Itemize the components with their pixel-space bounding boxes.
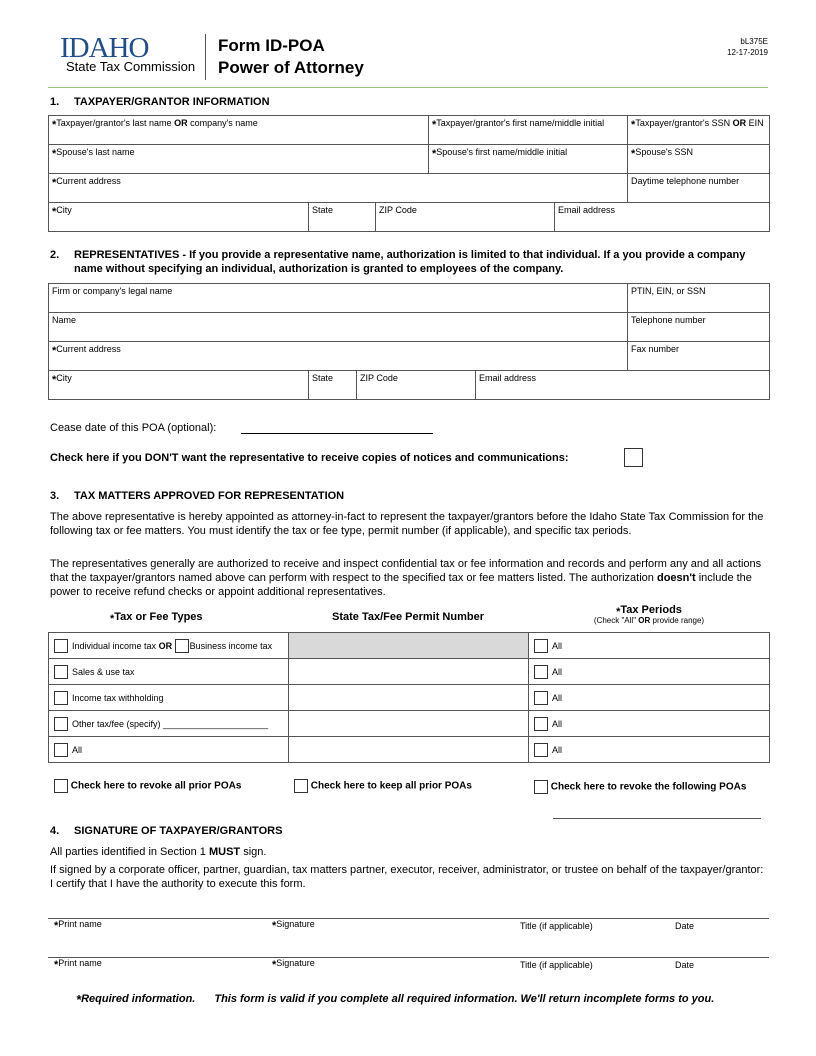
idaho-logo: IDAHO	[60, 32, 149, 64]
required-icon: *	[631, 119, 636, 131]
keep-all-option	[294, 779, 472, 793]
section3-title-text: TAX MATTERS APPROVED FOR REPRESENTATION	[74, 490, 345, 502]
taxpayer-last-name-field[interactable]	[49, 116, 429, 145]
field-label: State	[312, 373, 334, 383]
para1-text: sign.	[240, 846, 267, 858]
taxpayer-email-field[interactable]	[555, 203, 770, 232]
header-divider	[205, 34, 206, 80]
section4-paragraph1	[50, 845, 266, 859]
individual-income-checkbox[interactable]	[54, 639, 68, 653]
field-label-or: OR	[732, 118, 747, 128]
para1-text: All parties identified in Section 1	[50, 846, 209, 858]
tax-type-label: Sales & use tax	[72, 666, 135, 677]
footer-text: This form is valid if you complete all required information. We'll return incomplete forms to you.	[214, 993, 715, 1005]
permit-number-input[interactable]	[289, 659, 529, 685]
period-cell	[529, 633, 770, 659]
section4-title-text: SIGNATURE OF TAXPAYER/GRANTORS	[74, 825, 283, 837]
other-tax-checkbox[interactable]	[54, 717, 68, 731]
period-all-label: All	[552, 718, 563, 729]
para1-bold: MUST	[208, 846, 241, 858]
required-icon: *	[631, 148, 636, 160]
field-label: Email address	[558, 205, 616, 215]
title-label: Title (if applicable)	[520, 921, 593, 931]
tax-type-label: Income tax withholding	[72, 692, 164, 703]
field-label: Fax number	[631, 344, 680, 354]
taxpayer-phone-field[interactable]	[628, 174, 770, 203]
form-code-text: bL375E	[740, 37, 768, 46]
all-tax-checkbox[interactable]	[54, 743, 68, 757]
tax-type-cell	[49, 633, 289, 659]
col-header-types	[110, 611, 203, 623]
section2-title	[50, 248, 768, 276]
field-label: State	[312, 205, 334, 215]
no-copies-label: Check here if you DON'T want the representative to receive copies of notices and communications:	[50, 452, 569, 464]
required-icon: *	[52, 345, 57, 357]
required-icon: *	[52, 119, 57, 131]
rep-phone-field[interactable]	[628, 313, 770, 342]
period-cell	[529, 685, 770, 711]
field-label: company's name	[187, 118, 258, 128]
cease-date-input[interactable]	[241, 433, 433, 434]
form-title	[218, 35, 364, 79]
table-row	[49, 633, 770, 659]
section3-title	[50, 490, 344, 502]
rep-email-field[interactable]	[476, 371, 770, 400]
taxpayer-city-field[interactable]	[49, 203, 309, 232]
tax-matters-table	[48, 632, 770, 763]
required-icon: *	[52, 148, 57, 160]
required-icon: *	[52, 206, 57, 218]
period-all-checkbox[interactable]	[534, 639, 548, 653]
tax-type-cell	[49, 685, 289, 711]
field-label: Email address	[479, 373, 537, 383]
rep-city-field[interactable]	[49, 371, 309, 400]
revoke-following-option	[534, 780, 746, 794]
table-row	[49, 711, 770, 737]
period-all-label: All	[552, 744, 563, 755]
tax-type-cell	[49, 711, 289, 737]
field-label: Name	[52, 315, 77, 325]
para2-text: The representatives generally are authorized to receive and inspect confidential tax or fee information and records and perform any and all actions that the taxpayer/grantors named above can perform with respect to the specified tax or fee matters listed. The authorization	[50, 558, 762, 584]
period-cell	[529, 711, 770, 737]
no-copies-checkbox[interactable]	[624, 448, 643, 467]
footer-note	[76, 993, 714, 1005]
form-date: 12-17-2019	[727, 48, 768, 57]
field-label-or: OR	[174, 118, 188, 128]
cease-date-label: Cease date of this POA (optional):	[50, 422, 217, 434]
signature-label	[272, 958, 315, 969]
periods-sub-or: OR	[638, 616, 651, 625]
tax-type-label: Other tax/fee (specify) _____________________	[72, 718, 269, 729]
signature-line-1[interactable]	[48, 918, 769, 919]
required-icon: *	[110, 613, 115, 625]
permit-number-input[interactable]	[289, 685, 529, 711]
revoke-all-checkbox[interactable]	[54, 779, 68, 793]
form-number: Form ID-POA	[218, 36, 325, 55]
table-row	[49, 659, 770, 685]
required-icon: *	[52, 177, 57, 189]
spouse-first-name-field[interactable]	[429, 145, 628, 174]
tax-type-cell	[49, 737, 289, 763]
para2-text: include the power to receive refund checks or appoint additional representatives.	[50, 572, 752, 598]
field-label: Spouse's first name/middle initial	[436, 147, 568, 157]
period-all-label: All	[552, 666, 563, 677]
section4-paragraph2: If signed by a corporate officer, partner, guardian, tax matters partner, executor, receiver, administrator, or trustee on behalf of the taxpayer/grantor: I certify that I have the authority to execute this form.	[50, 864, 764, 890]
withholding-checkbox[interactable]	[54, 691, 68, 705]
period-all-checkbox[interactable]	[534, 665, 548, 679]
revoke-following-label: Check here to revoke the following POAs	[550, 781, 747, 793]
taxpayer-ssn-field[interactable]	[628, 116, 770, 145]
field-label: Spouse's last name	[56, 147, 135, 157]
tax-type-label: Individual income tax	[72, 640, 157, 651]
print-name-label	[54, 919, 102, 930]
field-label: Taxpayer/grantor's SSN	[635, 118, 733, 128]
rep-name-field[interactable]	[49, 313, 628, 342]
section3-paragraph2	[50, 557, 768, 599]
field-label: City	[56, 205, 72, 215]
field-label: Telephone number	[631, 315, 706, 325]
date-label: Date	[675, 960, 695, 970]
required-icon: *	[272, 920, 277, 932]
section1-title	[50, 96, 270, 108]
logo-subtitle: State Tax Commission	[66, 59, 196, 74]
periods-sub: (Check "All"	[593, 616, 639, 625]
taxpayer-zip-field[interactable]	[376, 203, 555, 232]
tax-type-label: All	[72, 744, 83, 755]
field-label: Taxpayer/grantor's last name	[56, 118, 175, 128]
taxpayer-address-field[interactable]	[49, 174, 628, 203]
header-rule	[48, 87, 768, 88]
field-label: Current address	[56, 176, 121, 186]
label-text: Signature	[276, 919, 315, 929]
section1-title-text: TAXPAYER/GRANTOR INFORMATION	[74, 96, 270, 108]
field-label: ZIP Code	[360, 373, 398, 383]
tax-type-cell	[49, 659, 289, 685]
title-label: Title (if applicable)	[520, 960, 593, 970]
period-cell	[529, 737, 770, 763]
required-icon: *	[432, 148, 437, 160]
tax-type-label: Business income tax	[189, 640, 273, 651]
business-income-checkbox[interactable]	[175, 639, 189, 653]
col-header-types-text: Tax or Fee Types	[114, 611, 203, 623]
table-row	[49, 685, 770, 711]
signature-line-2[interactable]	[48, 957, 769, 958]
taxpayer-info-table	[48, 115, 770, 232]
para2-bold: doesn't	[656, 572, 696, 584]
period-cell	[529, 659, 770, 685]
section2-title-text: REPRESENTATIVES - If you provide a representative name, authorization is limited to that individual. If a you provide a company name without specifying an individual, authorization is granted to employees of the company.	[74, 249, 746, 275]
section4-title	[50, 825, 282, 837]
label-text: Signature	[276, 958, 315, 968]
permit-number-input[interactable]	[289, 711, 529, 737]
required-icon: *	[432, 119, 437, 131]
field-label: Current address	[56, 344, 121, 354]
spouse-last-name-field[interactable]	[49, 145, 429, 174]
field-label: EIN	[746, 118, 764, 128]
section3-paragraph1: The above representative is hereby appointed as attorney-in-fact to represent the taxpayer/grantors before the Idaho State Tax Commission for the following tax or fee matters. You must identify the tax or fee type, permit number (if applicable), and specific tax periods.	[50, 511, 764, 537]
revoke-following-input[interactable]	[553, 818, 761, 819]
period-all-checkbox[interactable]	[534, 743, 548, 757]
date-label: Date	[675, 921, 695, 931]
keep-all-label: Check here to keep all prior POAs	[310, 780, 472, 792]
period-all-checkbox[interactable]	[534, 691, 548, 705]
col-header-permit: State Tax/Fee Permit Number	[331, 611, 484, 623]
rep-fax-field[interactable]	[628, 342, 770, 371]
field-label: Firm or company's legal name	[52, 286, 173, 296]
rep-firm-field[interactable]	[49, 284, 628, 313]
table-row	[49, 737, 770, 763]
period-all-label: All	[552, 640, 563, 651]
field-label: Daytime telephone number	[631, 176, 740, 186]
required-icon: *	[54, 959, 59, 971]
periods-sub: provide range)	[650, 616, 705, 625]
period-all-checkbox[interactable]	[534, 717, 548, 731]
rep-ptin-field[interactable]	[628, 284, 770, 313]
section3-number: 3.	[50, 490, 60, 502]
section2-number: 2.	[50, 249, 60, 261]
print-name-label	[54, 958, 102, 969]
or-label: OR	[158, 640, 173, 651]
sales-use-checkbox[interactable]	[54, 665, 68, 679]
required-icon: *	[616, 606, 621, 618]
revoke-all-option	[54, 779, 241, 793]
label-text: Print name	[58, 958, 102, 968]
rep-state-field[interactable]	[309, 371, 357, 400]
signature-label	[272, 919, 315, 930]
permit-number-input[interactable]	[289, 737, 529, 763]
section4-number: 4.	[50, 825, 60, 837]
required-icon: *	[52, 374, 57, 386]
col-header-periods-text: Tax Periods	[620, 604, 682, 616]
form-name: Power of Attorney	[218, 58, 364, 77]
footer-required: Required information.	[81, 993, 196, 1005]
label-text: Print name	[58, 919, 102, 929]
required-icon: *	[54, 920, 59, 932]
field-label: City	[56, 373, 72, 383]
representative-table	[48, 283, 770, 400]
required-icon: *	[272, 959, 277, 971]
period-all-label: All	[552, 692, 563, 703]
taxpayer-state-field[interactable]	[309, 203, 376, 232]
form-code	[727, 36, 768, 58]
field-label: Spouse's SSN	[635, 147, 694, 157]
section1-number: 1.	[50, 96, 60, 108]
revoke-all-label: Check here to revoke all prior POAs	[70, 780, 242, 792]
field-label: Taxpayer/grantor's first name/middle initial	[436, 118, 605, 128]
col-header-periods	[548, 604, 750, 625]
revoke-following-checkbox[interactable]	[534, 780, 548, 794]
field-label: PTIN, EIN, or SSN	[631, 286, 706, 296]
rep-address-field[interactable]	[49, 342, 628, 371]
permit-cell-disabled	[289, 633, 529, 659]
keep-all-checkbox[interactable]	[294, 779, 308, 793]
spouse-ssn-field[interactable]	[628, 145, 770, 174]
taxpayer-first-name-field[interactable]	[429, 116, 628, 145]
rep-zip-field[interactable]	[357, 371, 476, 400]
field-label: ZIP Code	[379, 205, 417, 215]
required-icon: *	[76, 992, 82, 1007]
